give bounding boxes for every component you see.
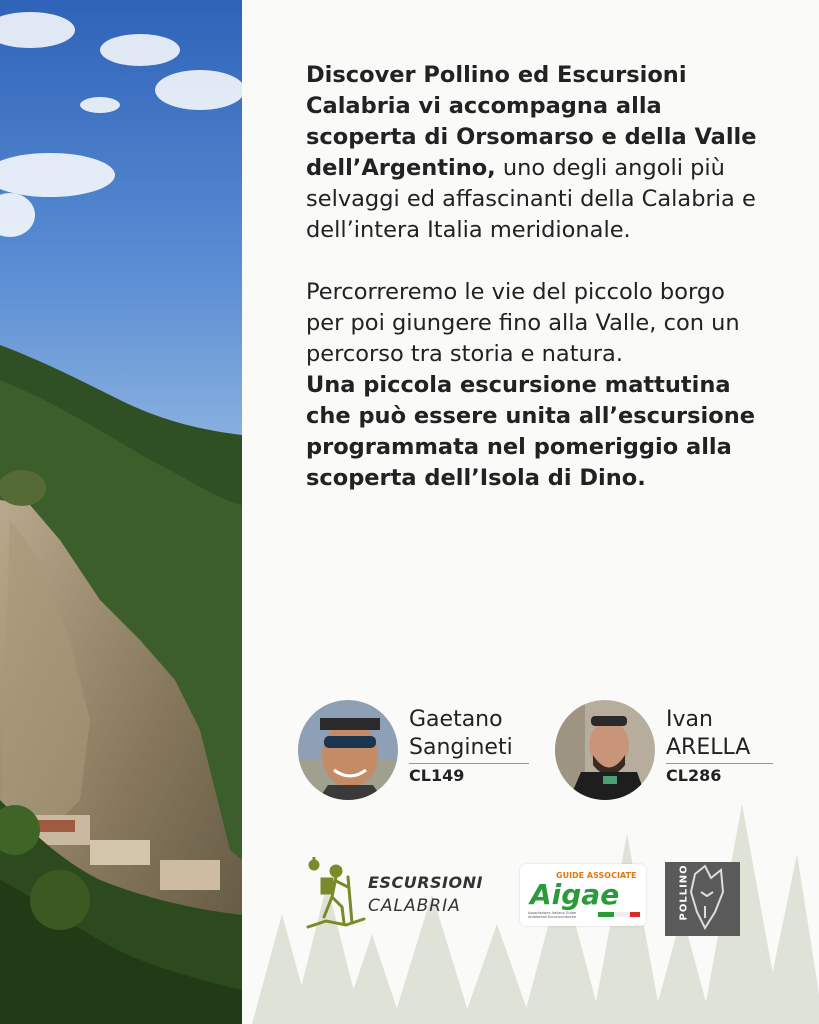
logo-line-1: ESCURSIONI bbox=[368, 873, 483, 892]
hiker-icon bbox=[306, 857, 366, 932]
pollino-logo bbox=[665, 862, 740, 936]
pollino-text: POLLINO bbox=[678, 864, 690, 921]
guide-code: CL149 bbox=[409, 766, 465, 785]
guide-card-1 bbox=[298, 700, 538, 804]
escursioni-calabria-logo bbox=[306, 855, 486, 935]
guide-first-name: Gaetano bbox=[409, 707, 503, 732]
guide-code: CL286 bbox=[666, 766, 722, 785]
landscape-photo bbox=[0, 0, 242, 1024]
aigae-subtitle: Associazione Italiana Guide Ambientali Escursionistiche bbox=[528, 911, 577, 919]
guide-card-2 bbox=[555, 700, 795, 804]
paragraph-1-bold: Discover Pollino ed Escursioni Calabria vi accompagna alla scoperta di Orsomarso e della Valle dell’Argentino, bbox=[306, 62, 757, 181]
guide-name bbox=[409, 706, 513, 762]
guide-name bbox=[666, 706, 750, 762]
guide-last-name: ARELLA bbox=[666, 735, 751, 760]
aigae-name: Aigae bbox=[530, 878, 620, 911]
paragraph-1-text: uno degli angoli più selvaggi ed affascinanti della Calabria e dell’intera Italia meridionale. bbox=[306, 155, 756, 243]
guide-first-name: Ivan bbox=[666, 707, 713, 732]
divider bbox=[409, 763, 529, 764]
paragraph-3: Una piccola escursione mattutina che può essere unita all’escursione programmata nel pomeriggio alla scoperta dell’Isola di Dino. bbox=[306, 372, 755, 491]
flag-green bbox=[598, 912, 614, 917]
avatar bbox=[298, 700, 398, 800]
paragraph-1 bbox=[306, 60, 766, 246]
logo-line-2: CALABRIA bbox=[368, 896, 461, 916]
guide-last-name: Sangineti bbox=[409, 735, 513, 760]
avatar bbox=[555, 700, 655, 800]
divider bbox=[666, 763, 773, 764]
aigae-logo bbox=[520, 864, 646, 926]
info-panel bbox=[242, 0, 819, 1024]
description bbox=[306, 60, 766, 494]
wolf-icon bbox=[665, 862, 740, 936]
aigae-top-label: GUIDE ASSOCIATE bbox=[556, 871, 637, 880]
flag-red bbox=[630, 912, 640, 917]
paragraph-2: Percorreremo le vie del piccolo borgo per poi giungere fino alla Valle, con un percorso tra storia e natura. bbox=[306, 279, 740, 367]
flag-white bbox=[614, 912, 630, 917]
